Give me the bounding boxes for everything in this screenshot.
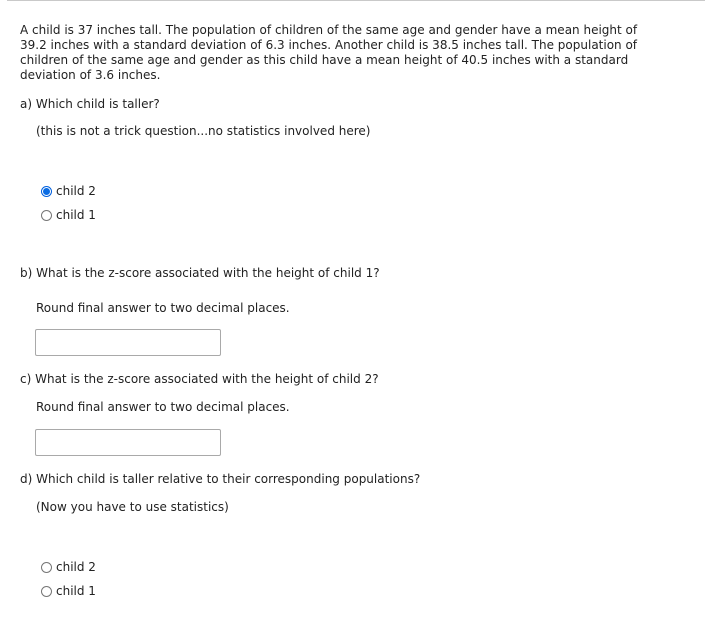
- radio-unchecked-icon[interactable]: [41, 562, 52, 573]
- option-a-child-1[interactable]: [41, 207, 96, 223]
- option-label: child 1: [56, 584, 96, 598]
- option-a-child-2[interactable]: [41, 183, 96, 199]
- option-label: child 1: [56, 208, 96, 222]
- note-c: Round final answer to two decimal places.: [36, 400, 290, 414]
- top-divider: [7, 0, 705, 1]
- option-d-child-1[interactable]: [41, 583, 96, 599]
- question-b: b) What is the z-score associated with the height of child 1?: [20, 266, 380, 280]
- option-d-child-2[interactable]: [41, 559, 96, 575]
- question-d: d) Which child is taller relative to their corresponding populations?: [20, 472, 421, 486]
- answer-input-c[interactable]: [35, 429, 221, 456]
- question-a: a) Which child is taller?: [20, 97, 160, 111]
- note-b: Round final answer to two decimal places.: [36, 301, 290, 315]
- note-d: (Now you have to use statistics): [36, 500, 229, 514]
- note-a: (this is not a trick question...no statistics involved here): [36, 124, 371, 138]
- radio-checked-icon[interactable]: [41, 186, 52, 197]
- option-label: child 2: [56, 560, 96, 574]
- question-c: c) What is the z-score associated with the height of child 2?: [20, 372, 379, 386]
- problem-statement: A child is 37 inches tall. The population of children of the same age and gender have a mean height of 39.2 inches with a standard deviation of 6.3 inches. Another child is 38.5 inches tall. The population of children of the same age and gender as this child have a mean height of 40.5 inches with a standard deviation of 3.6 inches.: [20, 23, 638, 82]
- radio-unchecked-icon[interactable]: [41, 586, 52, 597]
- option-label: child 2: [56, 184, 96, 198]
- answer-input-b[interactable]: [35, 329, 221, 356]
- radio-unchecked-icon[interactable]: [41, 210, 52, 221]
